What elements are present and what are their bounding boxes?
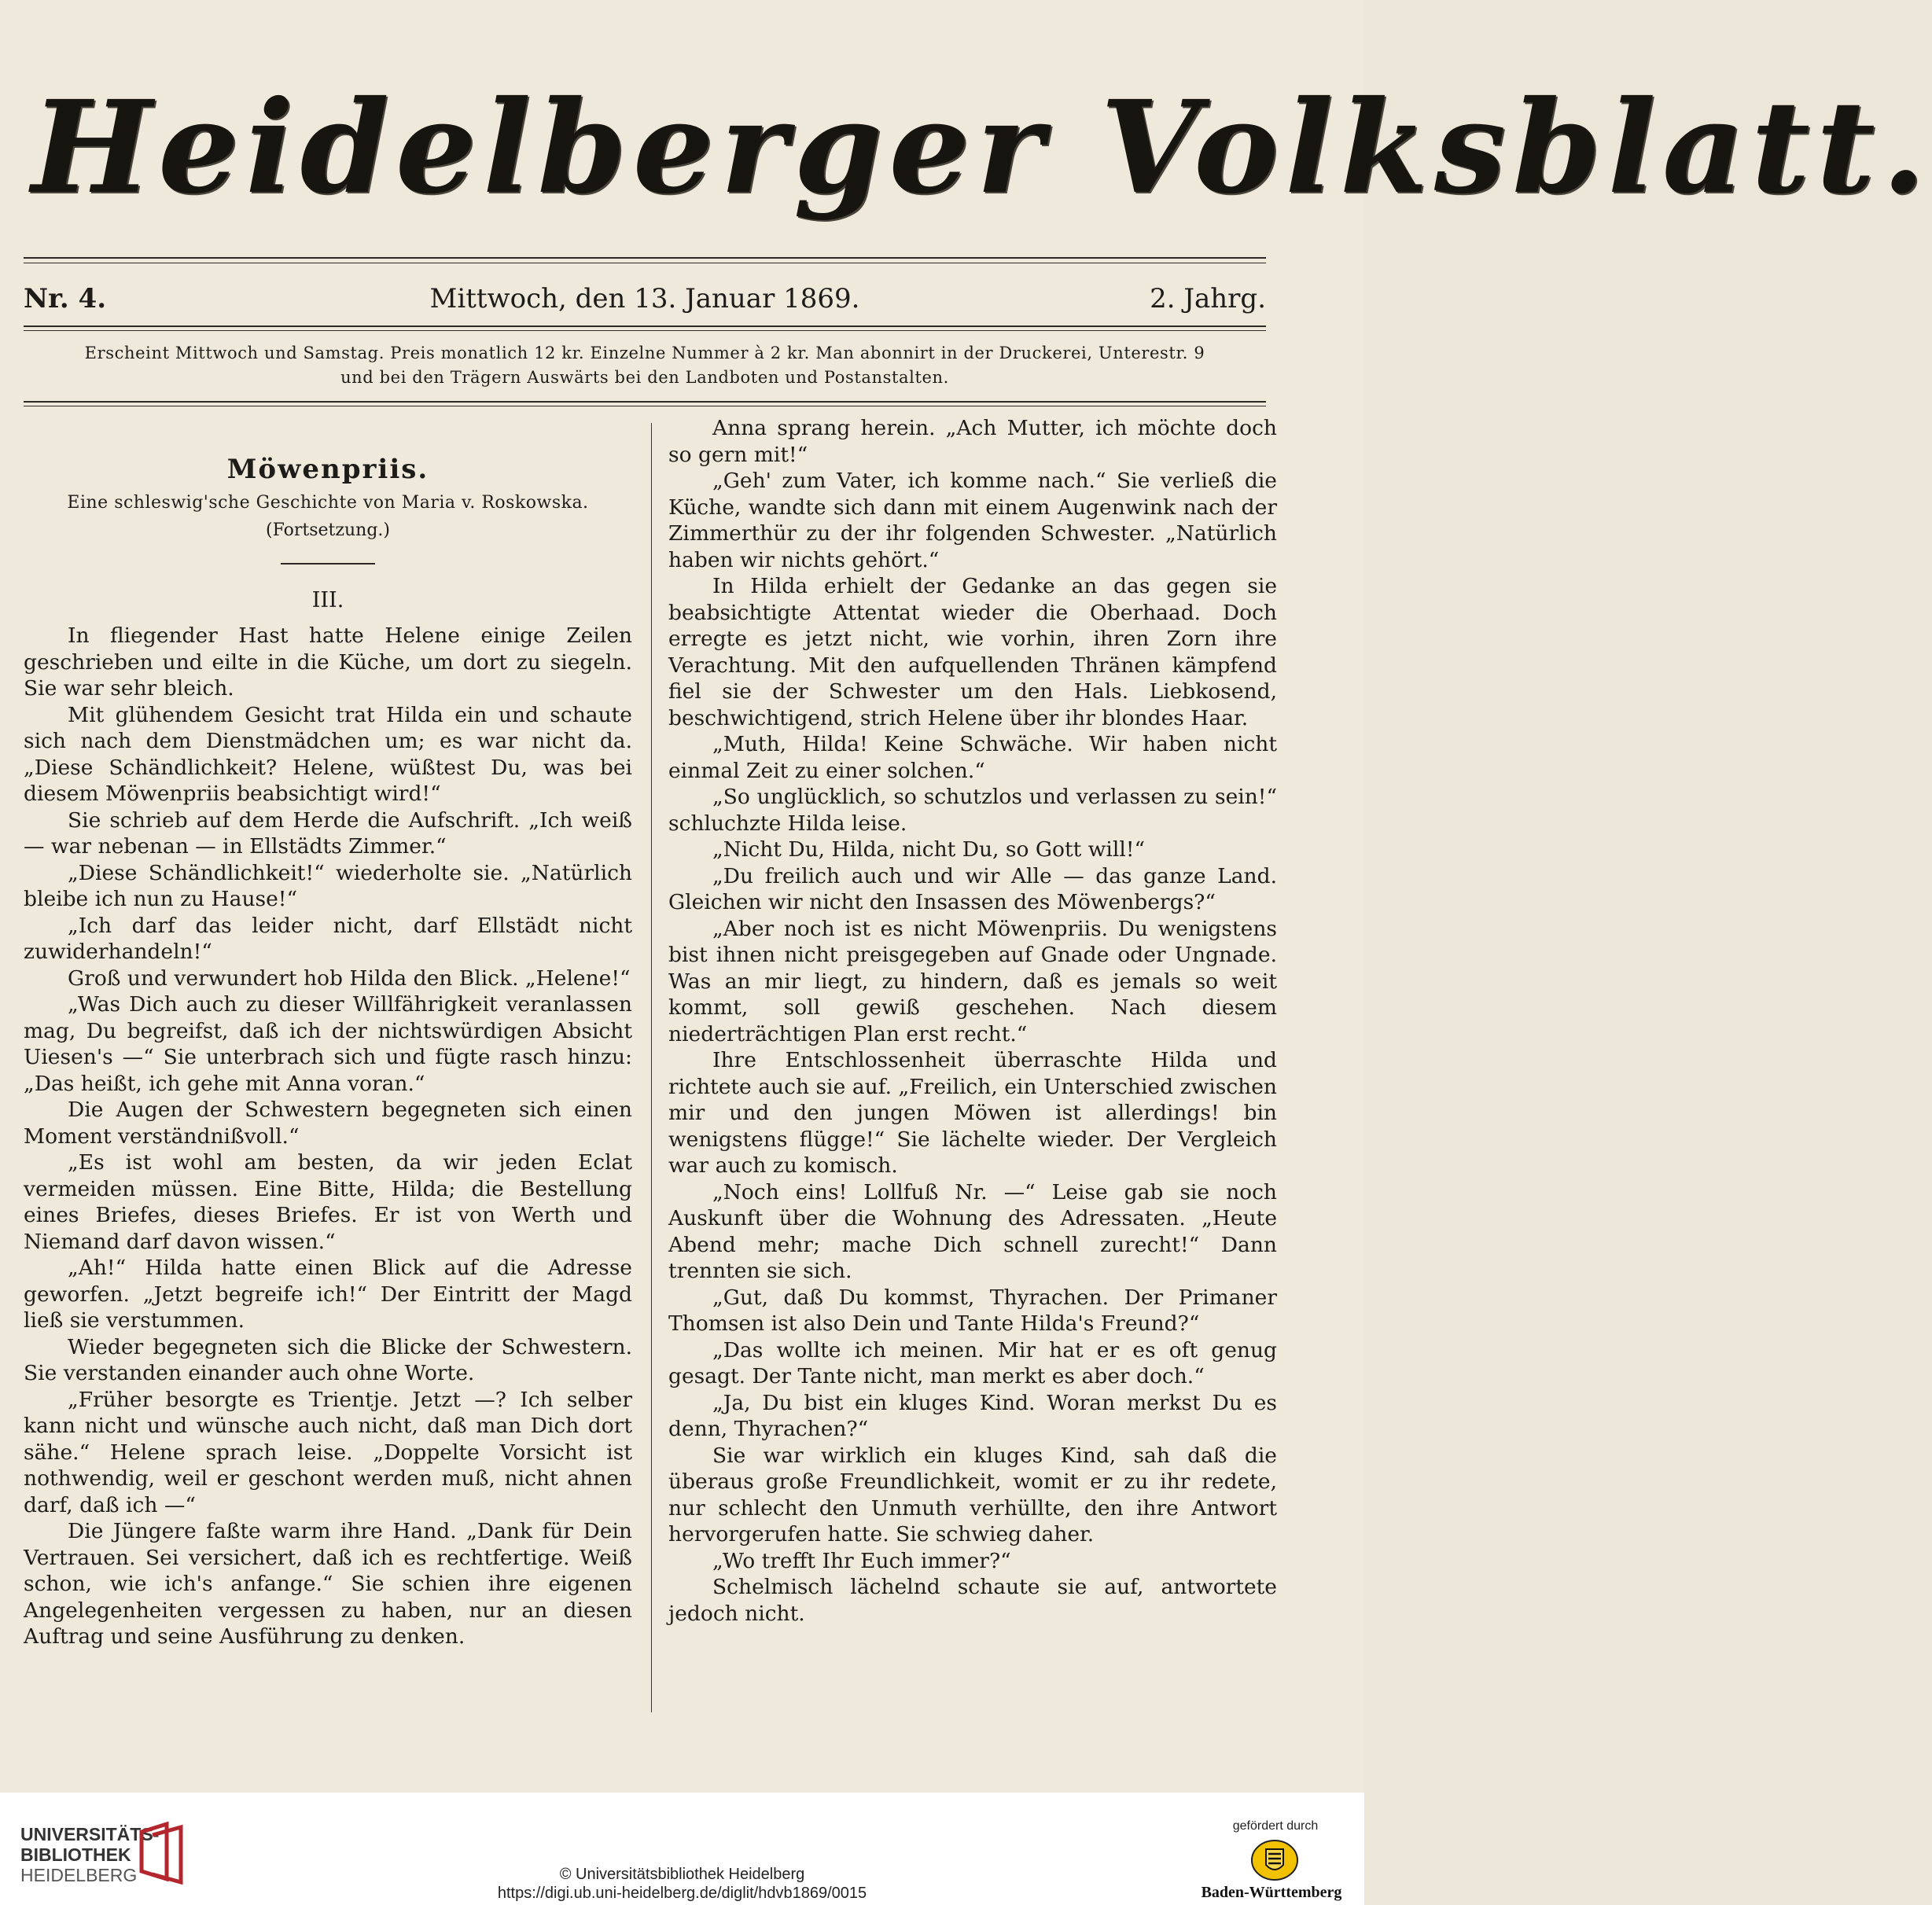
funded-by-label: gefördert durch (1232, 1819, 1319, 1833)
dateline-rule (24, 325, 1266, 327)
paragraph: „Gut, daß Du kommst, Thyrachen. Der Primaner Thomsen ist also Dein und Tante Hilda's Freund?“ (668, 1285, 1277, 1336)
article-continuation: (Fortsetzung.) (266, 520, 390, 540)
paragraph: „Noch eins! Lollfuß Nr. —“ Leise gab sie noch Auskunft über die Wohnung des Adressaten. „Heute Abend mehr; mache Dich schnell zurecht!“ Dann trennten sie sich. (668, 1179, 1277, 1283)
subscription-line-2: und bei den Trägern Auswärts bei den Landboten und Postanstalten. (340, 368, 949, 387)
paragraph: „Aber noch ist es nicht Möwenpriis. Du wenigstens bist ihnen nicht preisgegeben auf Gnade oder Ungnade. Was an mir liegt, zu hindern, daß es jemals so weit kommt, soll gewiß geschehen. Nach diesem niederträchtigen Plan erst recht.“ (668, 916, 1277, 1046)
paragraph: „Ja, Du bist ein kluges Kind. Woran merkst Du es denn, Thyrachen?“ (668, 1390, 1277, 1441)
paragraph: „Ah!“ Hilda hatte einen Blick auf die Adresse geworfen. „Jetzt begreife ich!“ Der Eintritt der Magd ließ sie verstummen. (24, 1256, 632, 1333)
permalink-url[interactable]: https://digi.ub.uni-heidelberg.de/diglit/hdvb1869/0015 (497, 1885, 867, 1902)
paragraph: Die Jüngere faßte warm ihre Hand. „Dank für Dein Vertrauen. Sei versichert, daß ich es rechtfertige. Weiß schon, wie ich's anfange.“ Sie schien ihre eigenen Angelegenheiten vergessen zu haben, nur an diesen Auftrag und seine Ausführung zu denken. (24, 1519, 632, 1649)
paragraph: „Diese Schändlichkeit!“ wiederholte sie. „Natürlich bleibe ich nun zu Hause!“ (24, 860, 632, 911)
copyright-notice: © Universitätsbibliothek Heidelberg (559, 1866, 805, 1883)
paragraph: „Geh' zum Vater, ich komme nach.“ Sie verließ die Küche, wandte sich dann mit einem Augenwink nach der Zimmerthür zu der ihr folgenden Schwester. „Natürlich haben wir nichts gehört.“ (668, 469, 1277, 572)
library-name-line-2: BIBLIOTHEK (20, 1844, 131, 1865)
column-divider (651, 423, 652, 1712)
library-name-line-3: HEIDELBERG (20, 1865, 138, 1885)
header-bottom-rule (24, 401, 1266, 403)
paragraph: „Nicht Du, Hilda, nicht Du, so Gott will!“ (712, 837, 1146, 862)
dateline-rule-thin (24, 330, 1266, 331)
volume-year: 2. Jahrg. (1150, 283, 1266, 314)
library-name-line-1: UNIVERSITÄTS- (20, 1824, 160, 1844)
paragraph: Sie war wirklich ein kluges Kind, sah daß die überaus große Freundlichkeit, womit er zu ihr redete, nur schlecht den Unmuth verhüllte, den ihre Antwort hervorgerufen hatte. Sie schwieg daher. (668, 1443, 1277, 1546)
subscription-line-1: Erscheint Mittwoch und Samstag. Preis monatlich 12 kr. Einzelne Nummer à 2 kr. Man abonnirt in der Druckerei, Unterestr. 9 (84, 344, 1205, 362)
paragraph: Mit glühendem Gesicht trat Hilda ein und schaute sich nach dem Dienstmädchen um; es war nicht da. „Diese Schändlichkeit? Helene, wüßtest Du, was bei diesem Möwenpriis beabsichtigt wird!“ (24, 702, 632, 806)
paragraph: „Was Dich auch zu dieser Willfährigkeit veranlassen mag, Du begreifst, daß ich der nichtswürdigen Absicht Uiesen's —“ Sie unterbrach sich und fügte rasch hinzu: „Das heißt, ich gehe mit Anna voran.“ (24, 992, 632, 1096)
article-title: Möwenpriis. (226, 454, 429, 485)
paragraph: Die Augen der Schwestern begegneten sich einen Moment verständnißvoll.“ (24, 1098, 632, 1149)
paragraph: „Es ist wohl am besten, da wir jeden Eclat vermeiden müssen. Eine Bitte, Hilda; die Bestellung eines Briefes, dieses Briefes. Er ist von Werth und Niemand darf davon wissen.“ (24, 1150, 632, 1254)
paragraph: Groß und verwundert hob Hilda den Blick. „Helene!“ (68, 965, 631, 991)
paragraph: Wieder begegneten sich die Blicke der Schwestern. Sie verstanden einander auch ohne Worte. (24, 1334, 632, 1385)
article-subtitle: Eine schleswig'sche Geschichte von Maria v. Roskowska. (67, 493, 589, 513)
paragraph: „Ich darf das leider nicht, darf Ellstädt nicht zuwiderhandeln!“ (24, 913, 632, 964)
paragraph: „Wo trefft Ihr Euch immer?“ (712, 1548, 1011, 1573)
right-column (668, 415, 1277, 1627)
paragraph: Schelmisch lächelnd schaute sie auf, antwortete jedoch nicht. (668, 1575, 1277, 1626)
paragraph: „Das wollte ich meinen. Mir hat er es oft genug gesagt. Der Tante nicht, man merkt es aber doch.“ (668, 1337, 1277, 1388)
paragraph: In Hilda erhielt der Gedanke an das gegen sie beabsichtigte Attentat wieder die Oberhaad. Doch erregte es jetzt nicht, wie vorhin, ihren Zorn ihre Verachtung. Mit den aufquellenden Thränen kämpfend fiel sie der Schwester um den Hals. Liebkosend, beschwichtigend, strich Helene über ihr blondes Haar. (668, 574, 1277, 730)
dateline (24, 275, 1266, 322)
masthead-rule (24, 257, 1266, 259)
paragraph: „Früher besorgte es Trientje. Jetzt —? Ich selber kann nicht und wünsche auch nicht, daß man Dich dort sähe.“ Helene sprach leise. „Doppelte Vorsicht ist nothwendig, weil er geschont werden muß, nicht ahnen darf, daß ich —“ (24, 1387, 632, 1517)
issue-number: Nr. 4. (24, 283, 107, 314)
left-column (24, 415, 632, 1650)
title-separator (281, 563, 375, 565)
masthead-title: Heidelberger Volksblatt. (31, 73, 1932, 222)
funder-name: Baden-Württemberg (1201, 1884, 1342, 1901)
paragraph: Sie schrieb auf dem Herde die Aufschrift. „Ich weiß — war nebenan — in Ellstädts Zimmer.“ (24, 807, 632, 859)
issue-date: Mittwoch, den 13. Januar 1869. (429, 283, 860, 314)
paragraph: „Muth, Hilda! Keine Schwäche. Wir haben nicht einmal Zeit zu einer solchen.“ (668, 732, 1277, 783)
digital-library-footer (0, 1793, 1364, 1905)
subscription-info (24, 341, 1266, 390)
section-number: III. (311, 588, 344, 612)
paragraph: Ihre Entschlossenheit überraschte Hilda und richtete auch sie auf. „Freilich, ein Unterschied zwischen mir und den jungen Möwen ist allerdings! bin wenigstens flügge!“ Sie lächelte wieder. Der Vergleich war auch zu komisch. (668, 1048, 1277, 1178)
paragraph: „Du freilich auch und wir Alle — das ganze Land. Gleichen wir nicht den Insassen des Möwenbergs?“ (668, 863, 1277, 914)
paragraph: In fliegender Hast hatte Helene einige Zeilen geschrieben und eilte in die Küche, um dort zu siegeln. Sie war sehr bleich. (24, 623, 632, 701)
paragraph: „So unglücklich, so schutzlos und verlassen zu sein!“ schluchzte Hilda leise. (668, 785, 1277, 836)
paragraph: Anna sprang herein. „Ach Mutter, ich möchte doch so gern mit!“ (668, 416, 1277, 467)
baden-wuerttemberg-crest-icon (1250, 1838, 1299, 1882)
